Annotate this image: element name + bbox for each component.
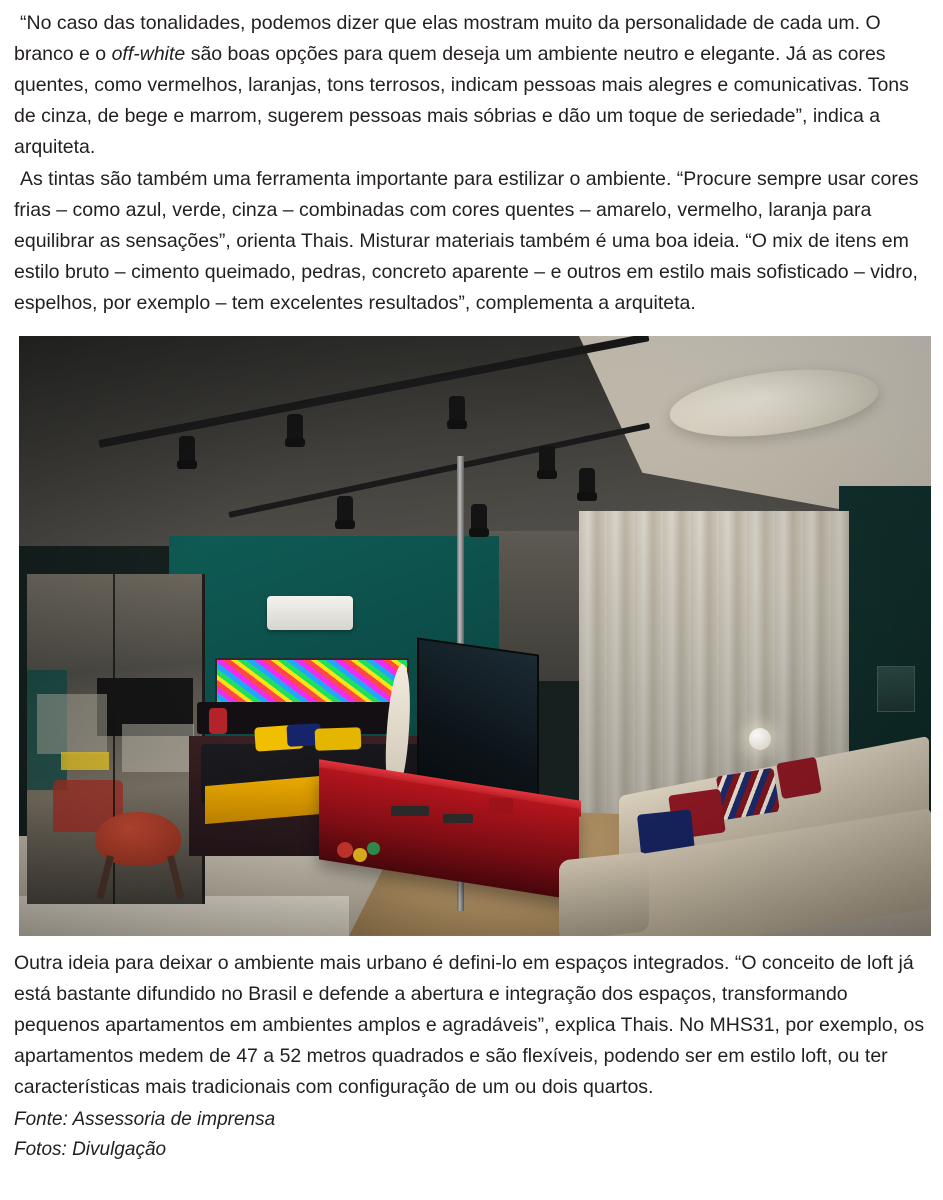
decor-ball-yellow xyxy=(353,848,367,862)
credit-source: Fonte: Assessoria de imprensa xyxy=(14,1109,276,1130)
spotlight-2 xyxy=(287,414,303,444)
article-paragraph-3: Outra ideia para deixar o ambiente mais urbano é defini-lo em espaços integrados. “O conceito de loft já está bastante difundido no Brasil e defende a abertura e integração dos espaços, transformando pequenos apartamentos em ambientes amplos e agradáveis”, explica Thais. No MHS31, por exemplo, os apartamentos medem de 47 a 52 metros quadrados e são flexíveis, podendo ser em estilo loft, ou ter características mais tradicionais com configuração de um ou dois quartos. xyxy=(14,952,925,1098)
mirror-reflection-blur-2 xyxy=(122,724,194,772)
paragraph-1-italic-term: off-white xyxy=(111,43,186,65)
cushion-red-right xyxy=(776,757,822,799)
paragraph-1-text-end: são boas opções para quem deseja um ambiente neutro e elegante. Já as cores quentes, como vermelhos, laranjas, tons terrosos, indicam pessoas mais alegres e comunicativas. Tons de cinza, de bege e marrom, sugerem pessoas mais sóbrias e dão um toque de seriedade”, indica a arquiteta. xyxy=(14,43,909,158)
loft-interior-image xyxy=(19,336,931,936)
spotlight-6 xyxy=(471,504,487,534)
decor-ball-red xyxy=(337,842,353,858)
console-object-1 xyxy=(391,806,429,816)
spotlight-4 xyxy=(539,446,555,476)
decor-ball-green xyxy=(367,842,380,855)
console-object-2 xyxy=(443,814,473,823)
wall-switch-panel xyxy=(877,666,915,712)
cushion-striped xyxy=(716,768,780,821)
wall-globe-light xyxy=(749,728,771,750)
mirror-reflection-yellow-bed xyxy=(61,752,109,770)
credit-photos: Fotos: Divulgação xyxy=(14,1139,167,1160)
pillow-yellow-right xyxy=(315,727,362,751)
article-credits xyxy=(14,1105,929,1165)
spotlight-1 xyxy=(179,436,195,466)
paragraph-1-text-start: “No caso das tonalidades, podemos dizer que elas mostram muito da personalidade de cada um. O branco e o xyxy=(14,12,881,65)
bedside-red-lamp xyxy=(209,708,227,734)
article-photo xyxy=(19,336,931,936)
spotlight-7 xyxy=(579,468,595,498)
article-paragraph-2: As tintas são também uma ferramenta importante para estilizar o ambiente. “Procure sempre usar cores frias – como azul, verde, cinza – combinadas com cores quentes – amarelo, vermelho, laranja para equilibrar as sensações”, orienta Thais. Misturar materiais também é uma boa ideia. “O mix de itens em estilo bruto – cimento queimado, pedras, concreto aparente – e outros em estilo mais sofisticado – vidro, espelhos, por exemplo – tem excelentes resultados”, complementa a arquiteta. xyxy=(14,168,919,314)
spotlight-3 xyxy=(449,396,465,426)
console-object-3 xyxy=(489,798,513,814)
article-paragraph-1 xyxy=(14,8,929,163)
mirror-reflection-blur-1 xyxy=(37,694,107,754)
sofa-armrest xyxy=(559,851,649,936)
air-conditioner xyxy=(267,596,353,630)
spotlight-5 xyxy=(337,496,353,526)
